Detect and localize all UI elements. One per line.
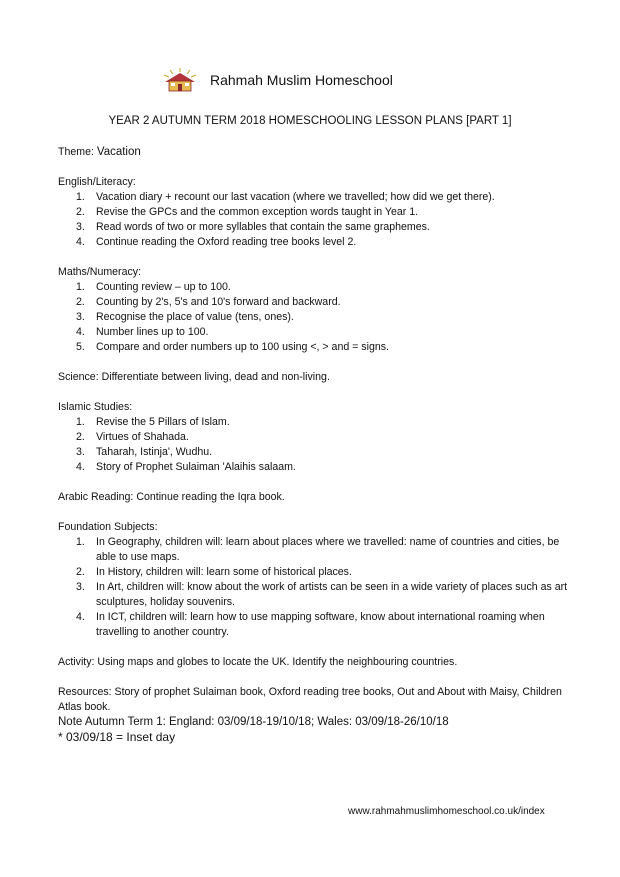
list-item: 2. Virtues of Shahada. (76, 431, 189, 443)
list-item: 1. Revise the 5 Pillars of Islam. (76, 416, 230, 428)
islamic-list (58, 415, 568, 475)
term-note: Note Autumn Term 1: England: 03/09/18-19/10/18; Wales: 03/09/18-26/10/18 (58, 716, 449, 728)
list-item: 4. Story of Prophet Sulaiman 'Alaihis salaam. (76, 461, 296, 473)
house-logo-icon (160, 67, 200, 93)
english-list (58, 190, 568, 250)
list-item: 4. In ICT, children will: learn how to use mapping software, know about international roaming when travelling to another country. (76, 611, 545, 638)
foundation-list (58, 535, 568, 640)
list-item: 3. Recognise the place of value (tens, ones). (76, 311, 294, 323)
science-line: Science: Differentiate between living, dead and non-living. (58, 371, 330, 383)
list-item: 1. In Geography, children will: learn about places where we travelled: name of countries and cities, be able to use maps. (76, 536, 560, 563)
islamic-heading: Islamic Studies: (58, 401, 133, 413)
list-item: 2. Counting by 2's, 5's and 10's forward and backward. (76, 296, 341, 308)
list-item: 1. Counting review – up to 100. (76, 281, 231, 293)
resources-line: Resources: Story of prophet Sulaiman book, Oxford reading tree books, Out and About with Maisy, Children Atlas book. (58, 686, 562, 713)
list-item: 3. In Art, children will: know about the work of artists can be seen in a wide variety of places such as art sculptures, holiday souvenirs. (76, 581, 568, 608)
theme-label: Theme: (58, 146, 94, 158)
letterhead (160, 64, 393, 96)
list-item: 3. Read words of two or more syllables that contain the same graphemes. (76, 221, 430, 233)
english-heading: English/Literacy: (58, 176, 136, 188)
activity-line: Activity: Using maps and globes to locate the UK. Identify the neighbouring countries. (58, 656, 458, 668)
list-item: 3. Taharah, Istinja', Wudhu. (76, 446, 213, 458)
page-title: YEAR 2 AUTUMN TERM 2018 HOMESCHOOLING LESSON PLANS [PART 1] (108, 115, 512, 127)
foundation-heading: Foundation Subjects: (58, 521, 158, 533)
list-item: 1. Vacation diary + recount our last vacation (where we travelled; how did we get there). (76, 191, 495, 203)
inset-day-note: * 03/09/18 = Inset day (58, 730, 176, 744)
lesson-plan-body (58, 145, 568, 745)
arabic-line: Arabic Reading: Continue reading the Iqra book. (58, 491, 285, 503)
maths-list (58, 280, 568, 355)
theme-line (58, 145, 568, 160)
footer-url: www.rahmahmuslimhomeschool.co.uk/index (348, 806, 545, 817)
list-item: 4. Number lines up to 100. (76, 326, 209, 338)
list-item: 2. In History, children will: learn some of historical places. (76, 566, 352, 578)
theme-value: Vacation (96, 146, 141, 158)
maths-heading: Maths/Numeracy: (58, 266, 142, 278)
list-item: 2. Revise the GPCs and the common exception words taught in Year 1. (76, 206, 419, 218)
list-item: 5. Compare and order numbers up to 100 using <, > and = signs. (76, 341, 389, 353)
school-name: Rahmah Muslim Homeschool (210, 72, 393, 88)
list-item: 4. Continue reading the Oxford reading tree books level 2. (76, 236, 357, 248)
